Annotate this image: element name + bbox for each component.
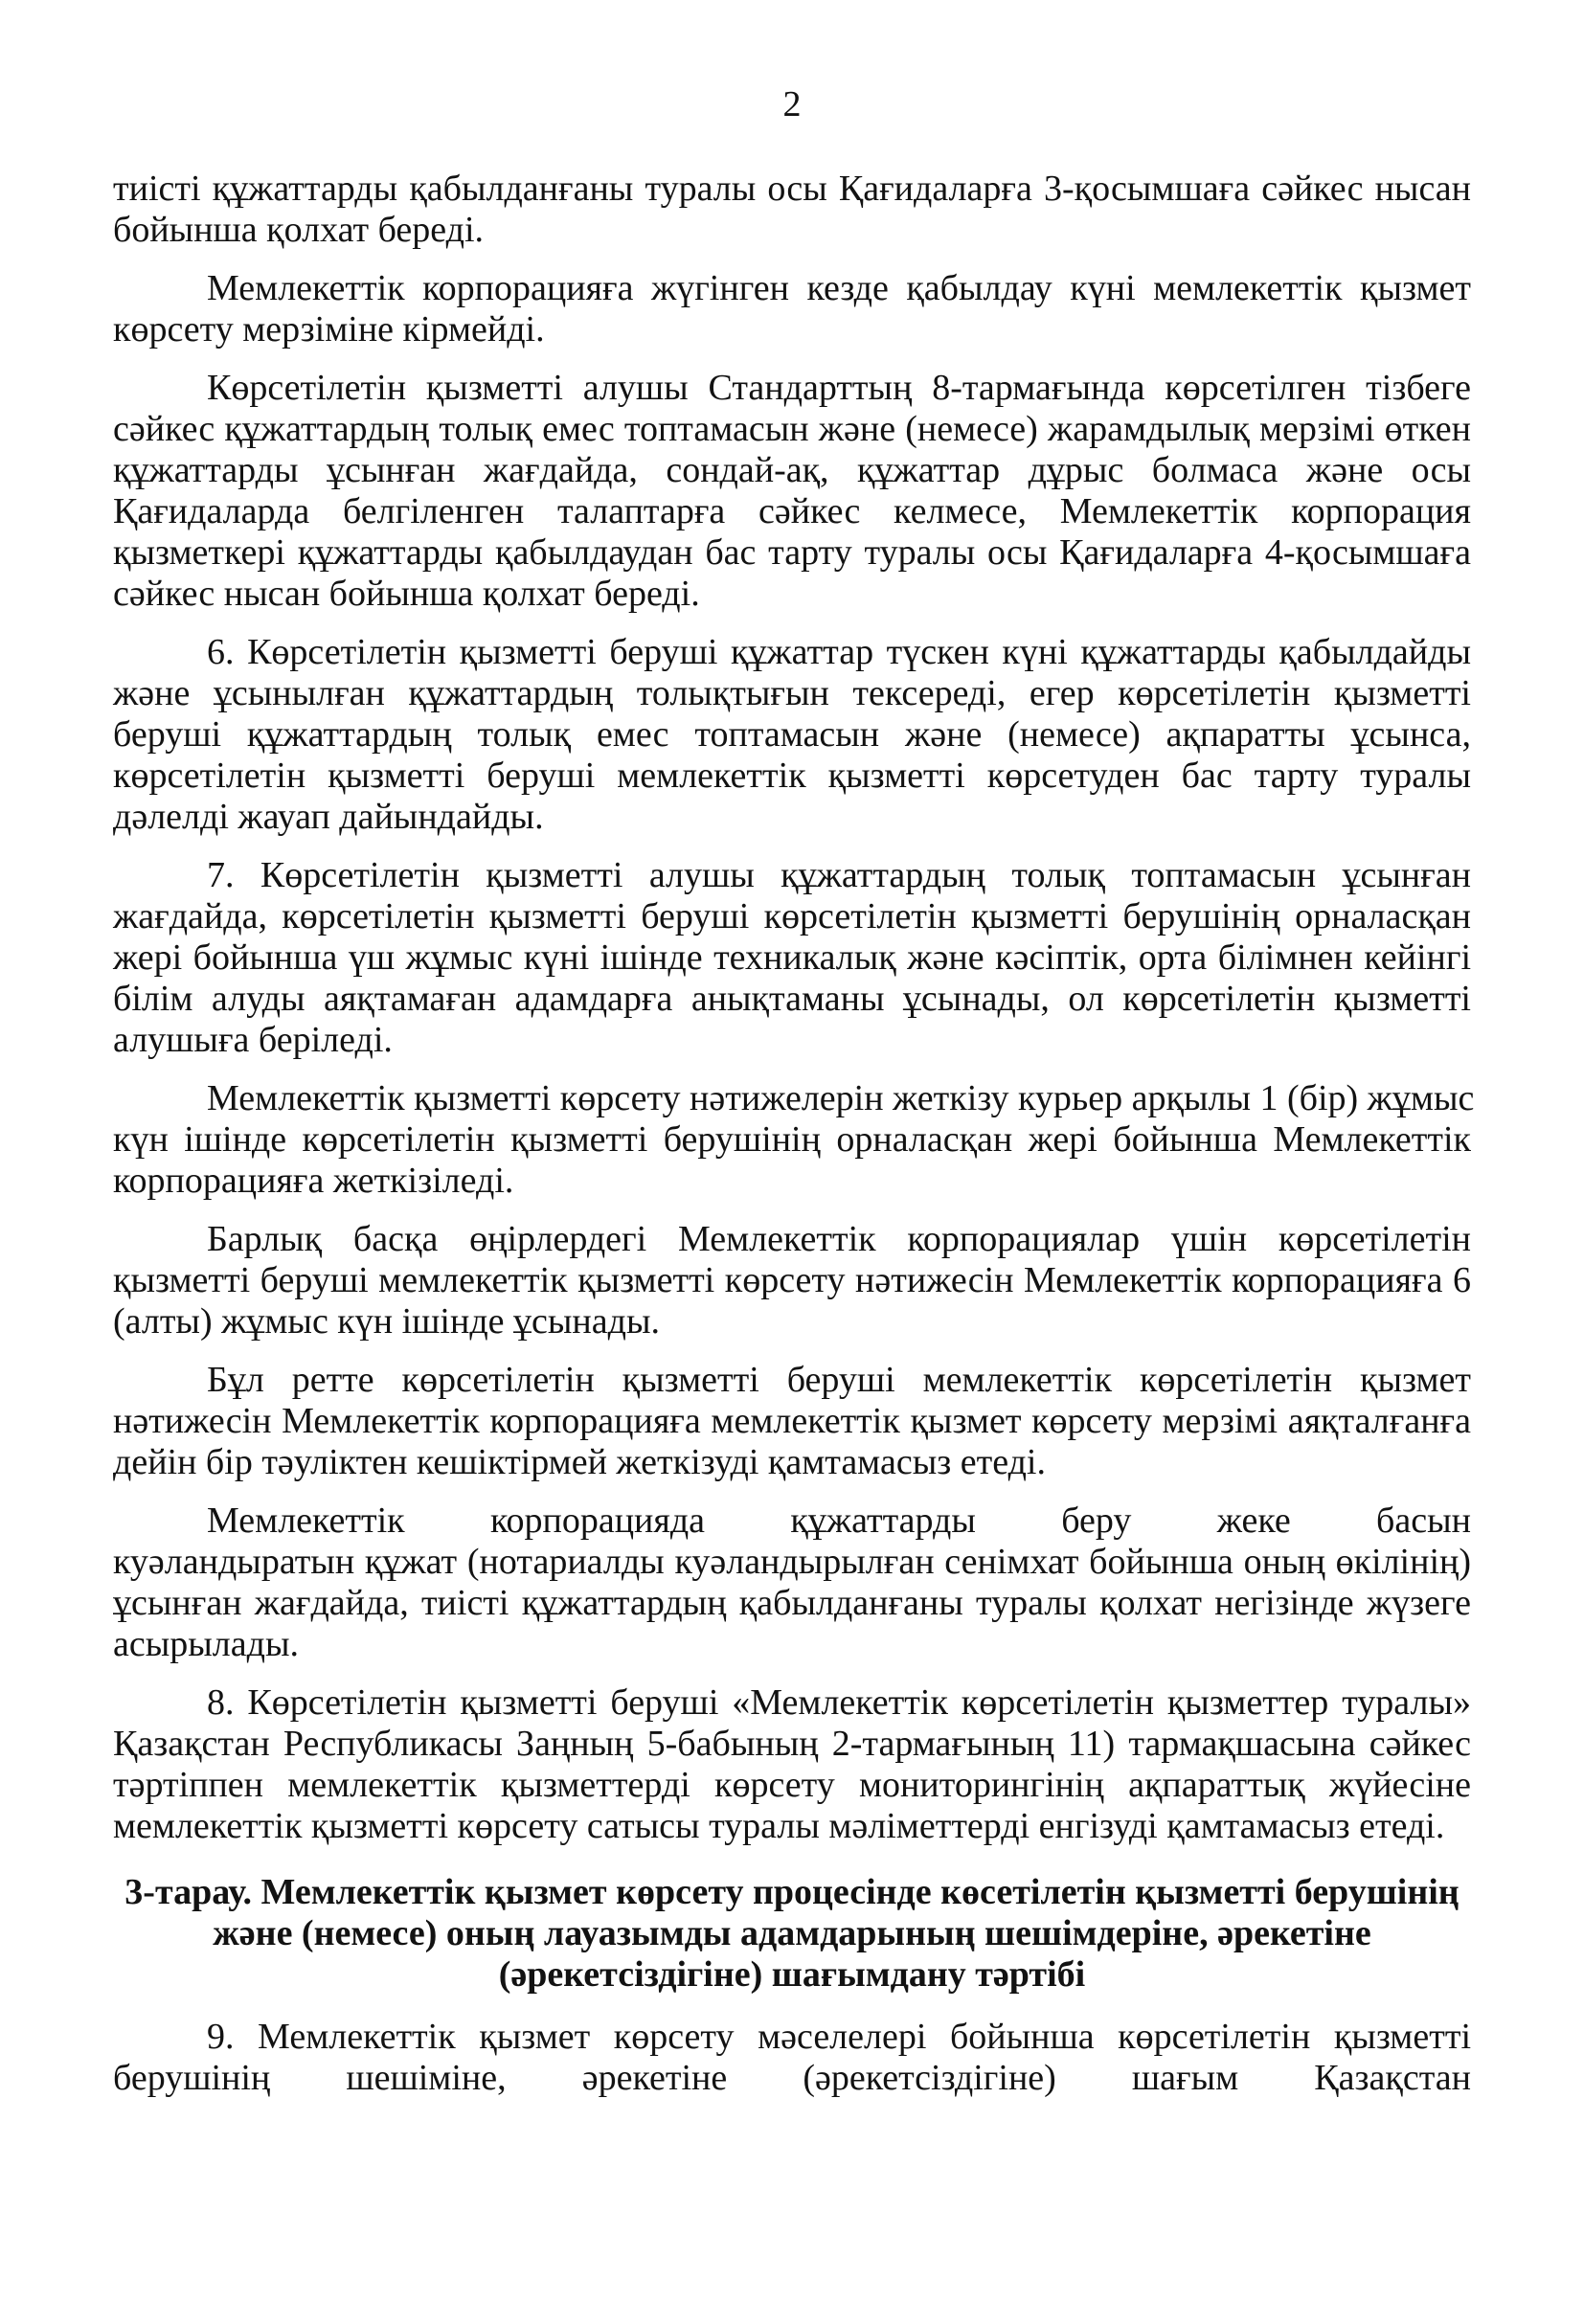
- text-line: (алты) жұмыс күн ішінде ұсынады.: [113, 1301, 660, 1342]
- text-line: Мемлекеттік қызметті көрсету нәтижелерін жеткізу курьер арқылы 1 (бір) жұмыс: [207, 1078, 1475, 1118]
- text-line: Бұл ретте көрсетілетін қызметті беруші мемлекеттік көрсетілетін қызмет: [207, 1360, 1471, 1400]
- text-line: 6. Көрсетілетін қызметті беруші құжаттар түскен күні құжаттарды қабылдайды: [207, 632, 1471, 672]
- text-line: 9. Мемлекеттік қызмет көрсету мәселелері бойынша көрсетілетін қызметті: [207, 2017, 1471, 2057]
- text-line: Қағидаларда белгіленген талаптарға сәйкес келмесе, Мемлекеттік корпорация: [113, 491, 1471, 531]
- text-line: күн ішінде көрсетілетін қызметті берушінің орналасқан жері бойынша Мемлекеттік: [113, 1119, 1471, 1160]
- text-line: тиісті құжаттарды қабылданғаны туралы осы Қағидаларға 3-қосымшаға сәйкес нысан: [113, 169, 1471, 209]
- page-number: 2: [782, 84, 802, 124]
- text-line: қызметті беруші мемлекеттік қызметті көрсету нәтижесін Мемлекеттік корпорацияға 6: [113, 1260, 1471, 1300]
- text-line: беруші құжаттардың толық емес топтамасын және (немесе) ақпаратты ұсынса,: [113, 714, 1471, 755]
- text-line: құжаттарды ұсынған жағдайда, сондай-ақ, құжаттар дұрыс болмаса және осы: [113, 450, 1471, 490]
- paragraph: [113, 368, 1471, 615]
- text-line: алушыға беріледі.: [113, 1020, 393, 1060]
- text-line: асырылады.: [113, 1624, 299, 1664]
- text-line: және (немесе) оның лауазымды адамдарының шешімдеріне, әрекетіне: [213, 1913, 1371, 1953]
- text-line: мемлекеттік қызметті көрсету сатысы туралы мәліметтерді енгізуді қамтамасыз етеді.: [113, 1806, 1445, 1846]
- text-line: Барлық басқа өңірлердегі Мемлекеттік корпорациялар үшін көрсетілетін: [207, 1219, 1471, 1259]
- paragraphs-container: [113, 169, 1475, 2099]
- paragraph: [113, 169, 1471, 251]
- text-line: бойынша қолхат береді.: [113, 210, 485, 250]
- text-line: жағдайда, көрсетілетін қызметті беруші көрсетілетін қызметті берушінің орналасқан: [113, 896, 1471, 936]
- text-line: (әрекетсіздігіне) шағымдану тәртібі: [498, 1954, 1086, 1995]
- text-line: Көрсетілетін қызметті алушы Стандарттың 8-тармағында көрсетілген тізбеге: [207, 368, 1471, 408]
- text-line: білім алуды аяқтамаған адамдарға анықтаманы ұсынады, ол көрсетілетін қызметті: [113, 979, 1471, 1019]
- text-line: және ұсынылған құжаттардың толықтығын тексереді, егер көрсетілетін қызметті: [113, 673, 1471, 713]
- paragraph: [113, 1360, 1471, 1483]
- document-page: [0, 84, 1584, 2324]
- paragraph: [113, 1078, 1475, 1202]
- text-line: 7. Көрсетілетін қызметті алушы құжаттардың толық топтамасын ұсынған: [207, 855, 1471, 895]
- section-heading: [113, 1872, 1471, 1996]
- text-line: көрсету мерзіміне кірмейді.: [113, 309, 545, 350]
- paragraph: [113, 855, 1471, 1061]
- text-line: Мемлекеттік корпорацияда құжаттарды беру жеке басын: [207, 1500, 1471, 1541]
- text-line: қызметкері құжаттарды қабылдаудан бас тарту туралы осы Қағидаларға 4-қосымшаға: [113, 532, 1471, 573]
- text-line: сәйкес құжаттардың толық емес топтамасын және (немесе) жарамдылық мерзімі өткен: [113, 409, 1471, 449]
- text-line: ұсынған жағдайда, тиісті құжаттардың қабылданғаны туралы қолхат негізінде жүзеге: [113, 1583, 1471, 1623]
- text-line: дейін бір тәуліктен кешіктірмей жеткізуді қамтамасыз етеді.: [113, 1442, 1046, 1482]
- paragraph: [113, 2017, 1471, 2099]
- text-line: Қазақстан Республикасы Заңның 5-бабының 2-тармағының 11) тармақшасына сәйкес: [113, 1724, 1471, 1764]
- text-line: корпорацияға жеткізіледі.: [113, 1161, 514, 1201]
- text-line: нәтижесін Мемлекеттік корпорацияға мемлекеттік қызмет көрсету мерзімі аяқталғанға: [113, 1401, 1471, 1441]
- text-line: сәйкес нысан бойынша қолхат береді.: [113, 574, 700, 614]
- text-line: 3-тарау. Мемлекеттік қызмет көрсету процесінде көсетілетін қызметті берушінің: [124, 1872, 1460, 1912]
- paragraph: [113, 632, 1471, 838]
- text-line: 8. Көрсетілетін қызметті беруші «Мемлекеттік көрсетілетін қызметтер туралы»: [207, 1682, 1471, 1723]
- paragraph: [113, 268, 1471, 350]
- text-line: Мемлекеттік корпорацияға жүгінген кезде қабылдау күні мемлекеттік қызмет: [207, 268, 1471, 308]
- text-line: дәлелді жауап дайындайды.: [113, 797, 544, 837]
- text-line: берушінің шешіміне, әрекетіне (әрекетсіздігіне) шағым Қазақстан: [113, 2058, 1471, 2098]
- text-line: жері бойынша үш жұмыс күні ішінде техникалық және кәсіптік, орта білімнен кейінгі: [113, 937, 1471, 978]
- paragraph: [113, 1682, 1471, 1847]
- text-line: тәртіппен мемлекеттік қызметтерді көрсету мониторингінің ақпараттық жүйесіне: [113, 1765, 1471, 1805]
- text-line: көрсетілетін қызметті беруші мемлекеттік қызметті көрсетуден бас тарту туралы: [113, 756, 1471, 796]
- paragraph: [113, 1219, 1471, 1343]
- text-line: куәландыратын құжат (нотариалды куәландырылған сенімхат бойынша оның өкілінің): [113, 1542, 1471, 1582]
- paragraph: [113, 1500, 1471, 1665]
